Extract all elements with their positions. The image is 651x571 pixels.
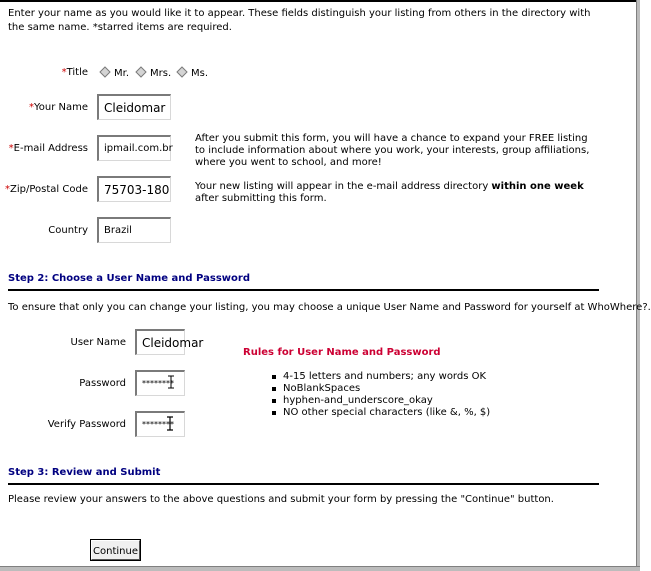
email-label (0, 143, 88, 154)
title-label-text: Title (66, 67, 88, 78)
zip-label (0, 184, 88, 195)
step3-divider (8, 483, 599, 485)
listing-timing-info (195, 181, 600, 205)
intro-text: Enter your name as you would like it to appear. These fields distinguish your listing from others in the directory with the same name. *starred items are required. (8, 8, 591, 33)
rule-item: hyphen-and_underscore_okay (270, 395, 490, 407)
timing-text-before: Your new listing will appear in the e-mail address directory (195, 181, 492, 192)
expand-listing-info: After you submit this form, you will have a chance to expand your FREE listing to include information about where you work, your interests, group affiliations, where you went to school, and more! (195, 133, 590, 168)
rules-list (270, 371, 490, 419)
your-name-label (10, 102, 88, 113)
username-label: User Name (70, 337, 126, 348)
timing-text-bold: within one week (491, 181, 584, 192)
window-top-border (0, 0, 640, 2)
radio-mr[interactable] (100, 67, 109, 76)
text-cursor-icon (168, 376, 171, 388)
radio-ms-label: Ms. (191, 68, 209, 79)
verify-password-input[interactable]: ******** (135, 411, 185, 437)
your-name-input[interactable]: Cleidomar (97, 94, 171, 120)
rule-item: NoBlankSpaces (270, 383, 490, 395)
zip-input[interactable]: 75703-180 (97, 176, 171, 202)
radio-mr-label: Mr. (114, 68, 129, 79)
zip-label-text: Zip/Postal Code (10, 184, 88, 195)
password-input[interactable]: ******** (135, 370, 185, 396)
text-cursor-icon (167, 417, 170, 430)
rule-item: 4-15 letters and numbers; any words OK (270, 371, 490, 383)
rules-title: Rules for User Name and Password (243, 347, 441, 358)
required-star: * (8, 143, 14, 154)
radio-mrs-label: Mrs. (150, 68, 172, 79)
horizontal-scrollbar[interactable] (0, 566, 640, 571)
title-label (20, 67, 88, 78)
rule-item: NO other special characters (like &, %, $) (270, 407, 490, 419)
required-star: * (28, 102, 34, 113)
country-label: Country (48, 225, 88, 236)
email-label-text: E-mail Address (13, 143, 88, 154)
required-star: * (61, 67, 67, 78)
step3-heading: Step 3: Review and Submit (8, 467, 161, 478)
step3-description: Please review your answers to the above questions and submit your form by pressing the "Continue" button. (8, 494, 554, 505)
step2-description: To ensure that only you can change your listing, you may choose a unique User Name and Password for yourself at WhoWhere?. (8, 302, 651, 313)
radio-ms[interactable] (177, 67, 186, 76)
country-input[interactable]: Brazil (97, 217, 171, 243)
step2-divider (8, 289, 599, 291)
step2-heading: Step 2: Choose a User Name and Password (8, 273, 250, 284)
vertical-scrollbar[interactable] (636, 0, 640, 571)
your-name-label-text: Your Name (33, 102, 88, 113)
email-input[interactable]: ipmail.com.br (97, 135, 171, 161)
username-input[interactable]: Cleidomar (135, 329, 185, 355)
required-star: * (5, 184, 11, 195)
verify-password-label: Verify Password (47, 419, 126, 430)
continue-button[interactable]: Continue (91, 540, 140, 560)
timing-text-after: after submitting this form. (195, 193, 327, 204)
radio-mrs[interactable] (136, 67, 145, 76)
password-label: Password (79, 378, 126, 389)
